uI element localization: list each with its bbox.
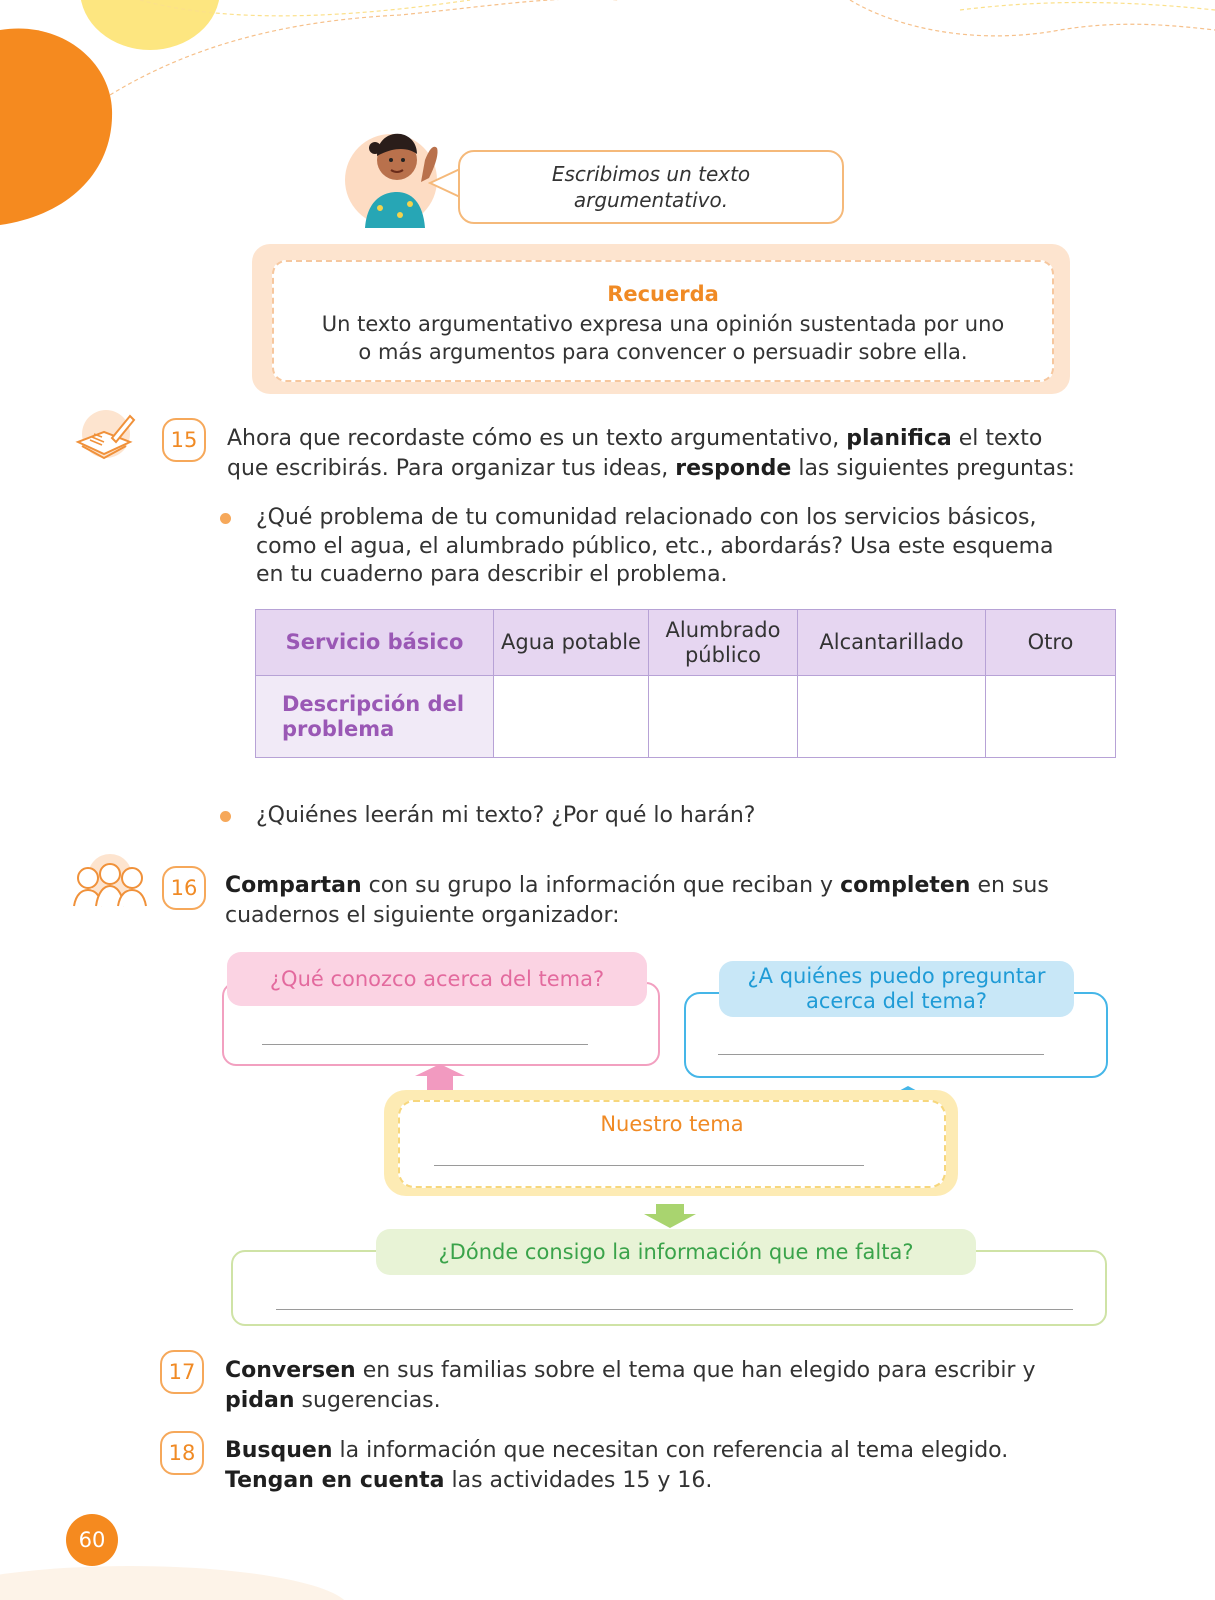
answer-line xyxy=(434,1165,864,1166)
table-col-agua: Agua potable xyxy=(494,610,649,676)
activity-17-instructions: Conversen en sus familias sobre el tema que han elegido para escribir y pidan sugerencias. xyxy=(225,1358,1036,1413)
speech-bubble xyxy=(458,150,844,224)
bullet-dot xyxy=(220,513,231,524)
answer-line xyxy=(262,1044,588,1045)
answer-line xyxy=(276,1309,1073,1310)
arrow-up-pink-icon xyxy=(415,1064,465,1090)
bullet-question-problem: ¿Qué problema de tu comunidad relacionado con los servicios básicos, como el agua, el alumbrado público, etc., abordarás? Usa este esquema en tu cuaderno para describir el problema. xyxy=(256,505,1054,587)
activity-18-number: 18 xyxy=(160,1431,204,1475)
table-col-alumbrado: Alumbrado público xyxy=(649,610,798,676)
group-icon xyxy=(70,852,152,910)
answer-line xyxy=(718,1054,1044,1055)
services-table xyxy=(255,609,1116,758)
organizer-question-know: ¿Qué conozco acerca del tema? xyxy=(227,952,647,1006)
speech-bubble-tail xyxy=(428,165,462,205)
arrow-down-green-icon xyxy=(644,1204,696,1228)
activity-16-number: 16 xyxy=(162,866,206,910)
writing-icon xyxy=(72,408,138,466)
table-col-otro: Otro xyxy=(986,610,1116,676)
recuerda-box xyxy=(272,260,1054,382)
table-header-label: Servicio básico xyxy=(256,610,494,676)
table-row-label: Descripción del problema xyxy=(256,676,494,758)
footer-decoration xyxy=(0,1550,1215,1600)
activity-15-instructions: Ahora que recordaste cómo es un texto argumentativo, planifica el texto que escribirás. Para organizar tus ideas, responde las siguientes preguntas: xyxy=(227,426,1075,481)
bullet-question-readers: ¿Quiénes leerán mi texto? ¿Por qué lo harán? xyxy=(256,803,756,828)
activity-16-instructions: Compartan con su grupo la información que reciban y completen en sus cuadernos el siguiente organizador: xyxy=(225,873,1049,928)
activity-17-number: 17 xyxy=(160,1350,204,1394)
activity-18-instructions: Busquen la información que necesitan con referencia al tema elegido. Tengan en cuenta las actividades 15 y 16. xyxy=(225,1438,1009,1493)
speech-text: Escribimos un texto argumentativo. xyxy=(551,162,751,212)
organizer-question-where: ¿Dónde consigo la información que me falta? xyxy=(376,1229,976,1275)
page-number: 60 xyxy=(66,1514,118,1566)
table-cell xyxy=(649,676,798,758)
recuerda-title: Recuerda xyxy=(607,282,719,306)
table-cell xyxy=(986,676,1116,758)
table-col-alcantarillado: Alcantarillado xyxy=(798,610,986,676)
recuerda-text: Un texto argumentativo expresa una opinión sustentada por uno o más argumentos para convencer o persuadir sobre ella. xyxy=(321,312,1005,364)
table-cell xyxy=(798,676,986,758)
organizer-question-ask: ¿A quiénes puedo preguntar acerca del tema? xyxy=(719,961,1074,1017)
activity-15-number: 15 xyxy=(162,418,206,462)
table-cell xyxy=(494,676,649,758)
bullet-dot xyxy=(220,811,231,822)
topic-label: Nuestro tema xyxy=(600,1112,744,1136)
